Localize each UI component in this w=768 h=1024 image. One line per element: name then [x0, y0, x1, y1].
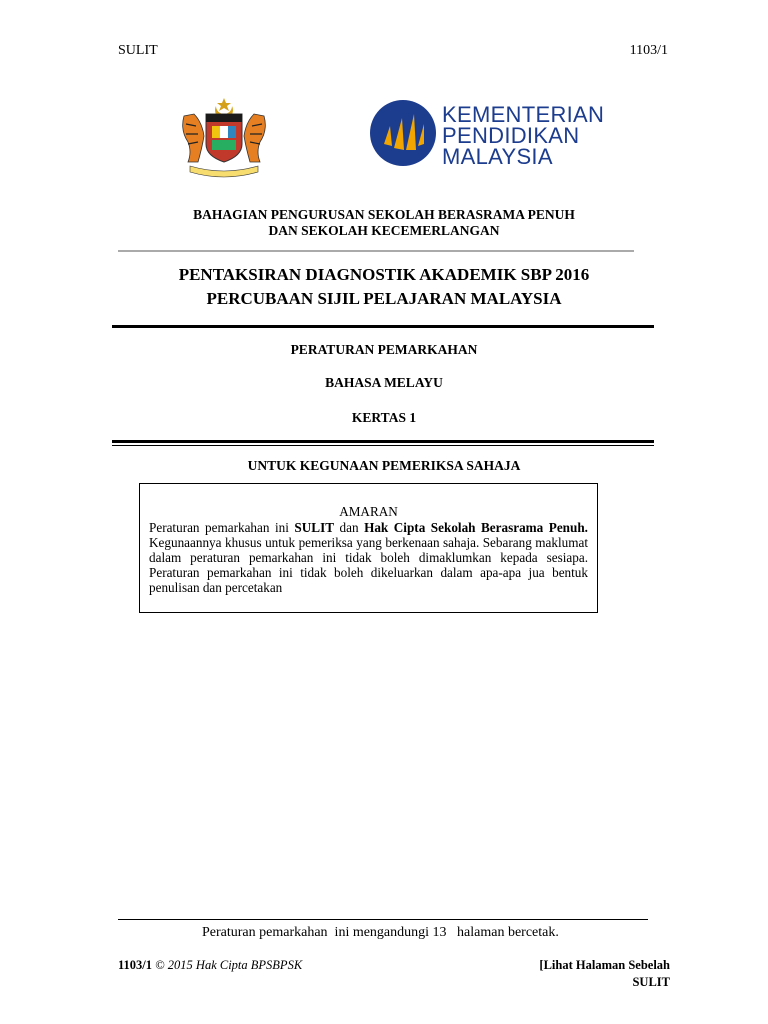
org-line-2: DAN SEKOLAH KECEMERLANGAN	[268, 223, 500, 238]
kpm-line2: PENDIDIKAN	[442, 123, 580, 148]
warning-text-c: dan	[334, 520, 365, 535]
footer-next-page: [Lihat Halaman Sebelah	[539, 958, 670, 972]
footer-sulit: SULIT	[632, 975, 670, 989]
warning-sulit: SULIT	[294, 520, 335, 535]
doc-paper: KERTAS 1	[351, 410, 417, 425]
kpm-emblem-icon	[370, 100, 436, 166]
warning-box	[139, 483, 598, 613]
divider-double-top	[112, 440, 654, 443]
footer-code: 1103/1	[118, 958, 153, 972]
exam-title-2: PERCUBAAN SIJIL PELAJARAN MALAYSIA	[206, 289, 562, 308]
kpm-line3: MALAYSIA	[442, 144, 553, 169]
divider-double-bottom	[112, 445, 654, 446]
divider-grey	[118, 250, 634, 252]
doc-subject: BAHASA MELAYU	[325, 375, 443, 390]
warning-text-body: Kegunaannya khusus untuk pemeriksa yang berkenaan sahaja. Sebarang maklumat dalam peraturan pemarkahan ini tidak boleh dimaklumkan kepada sesiapa. Peraturan pemarkahan ini tidak boleh dikeluarkan dalam apa-apa jua bentuk penulisan dan percetakan	[149, 535, 588, 595]
footer-left	[118, 958, 302, 973]
usage-note: UNTUK KEGUNAAN PEMERIKSA SAHAJA	[247, 458, 521, 473]
warning-text	[149, 520, 588, 595]
coat-of-arms-logo	[176, 96, 272, 178]
footer-copyright: © 2015 Hak Cipta BPSBPSK	[152, 958, 303, 972]
warning-copyright: Hak Cipta Sekolah Berasrama Penuh.	[364, 520, 588, 535]
org-line-1: BAHAGIAN PENGURUSAN SEKOLAH BERASRAMA PENUH	[193, 207, 575, 222]
doc-type: PERATURAN PEMARKAHAN	[290, 342, 478, 357]
header-code: 1103/1	[629, 43, 668, 58]
exam-title-1: PENTAKSIRAN DIAGNOSTIK AKADEMIK SBP 2016	[178, 265, 590, 284]
footer-rule	[118, 919, 648, 920]
warning-text-a: Peraturan pemarkahan ini	[149, 520, 295, 535]
page-count-note: Peraturan pemarkahan ini mengandungi 13 halaman bercetak.	[202, 925, 559, 940]
header-sulit: SULIT	[118, 43, 158, 58]
kpm-line1: KEMENTERIAN	[442, 102, 605, 127]
kpm-logo	[370, 100, 610, 172]
warning-title: AMARAN	[339, 504, 398, 519]
divider-top	[112, 325, 654, 328]
